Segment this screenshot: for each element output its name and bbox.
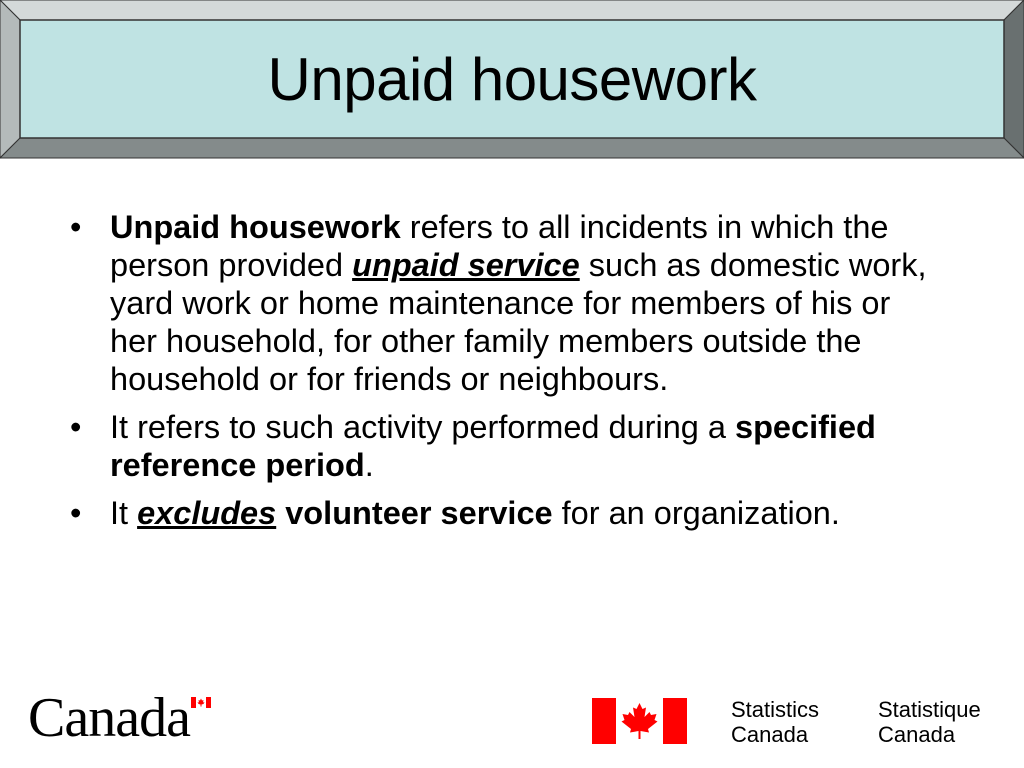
emphasis-excludes: excludes [137, 495, 277, 531]
term-specified-reference-period: specified reference period [110, 409, 876, 483]
bullet-symbol: • [70, 495, 82, 531]
canada-wordmark-flag-icon [191, 697, 211, 708]
bullet-item [70, 408, 930, 484]
bullet-item [70, 494, 930, 532]
emphasis-unpaid-service: unpaid service [352, 247, 580, 283]
bullet-symbol: • [70, 209, 82, 245]
term-volunteer-service: volunteer service [285, 495, 553, 531]
statistique-canada-fr-line: Statistique [878, 697, 981, 722]
statistique-canada-fr-line: Canada [878, 722, 956, 747]
bevel-right [1004, 0, 1024, 158]
bevel-left [0, 0, 20, 158]
bullet-text: refers to all incidents in which the person provided [110, 209, 889, 283]
statistics-canada-en [731, 697, 819, 747]
slide-title: Unpaid housework [267, 45, 757, 113]
bullet-text: such as domestic work, yard work or home maintenance for members of his or her household, for other family members outside the household or for friends or neighbours. [110, 247, 927, 397]
bullet-text: It [110, 495, 138, 531]
bevel-top [0, 0, 1024, 20]
bullet-text: for an organization. [552, 495, 840, 531]
bullet-text [276, 495, 285, 531]
bullet-text: It refers to such activity performed during a [110, 409, 735, 445]
statistics-canada-en-line: Statistics [731, 697, 820, 722]
bullet-symbol: • [70, 409, 82, 445]
bullet-text: . [364, 447, 374, 483]
canada-wordmark: Canada [28, 687, 190, 749]
term-unpaid-housework: Unpaid housework [110, 209, 401, 245]
bullet-list [70, 208, 930, 542]
statistique-canada-fr [878, 697, 981, 747]
bevel-bottom [0, 138, 1024, 158]
canada-flag-icon [592, 698, 687, 744]
statistics-canada-en-line: Canada [731, 722, 809, 747]
bullet-item [70, 208, 930, 398]
